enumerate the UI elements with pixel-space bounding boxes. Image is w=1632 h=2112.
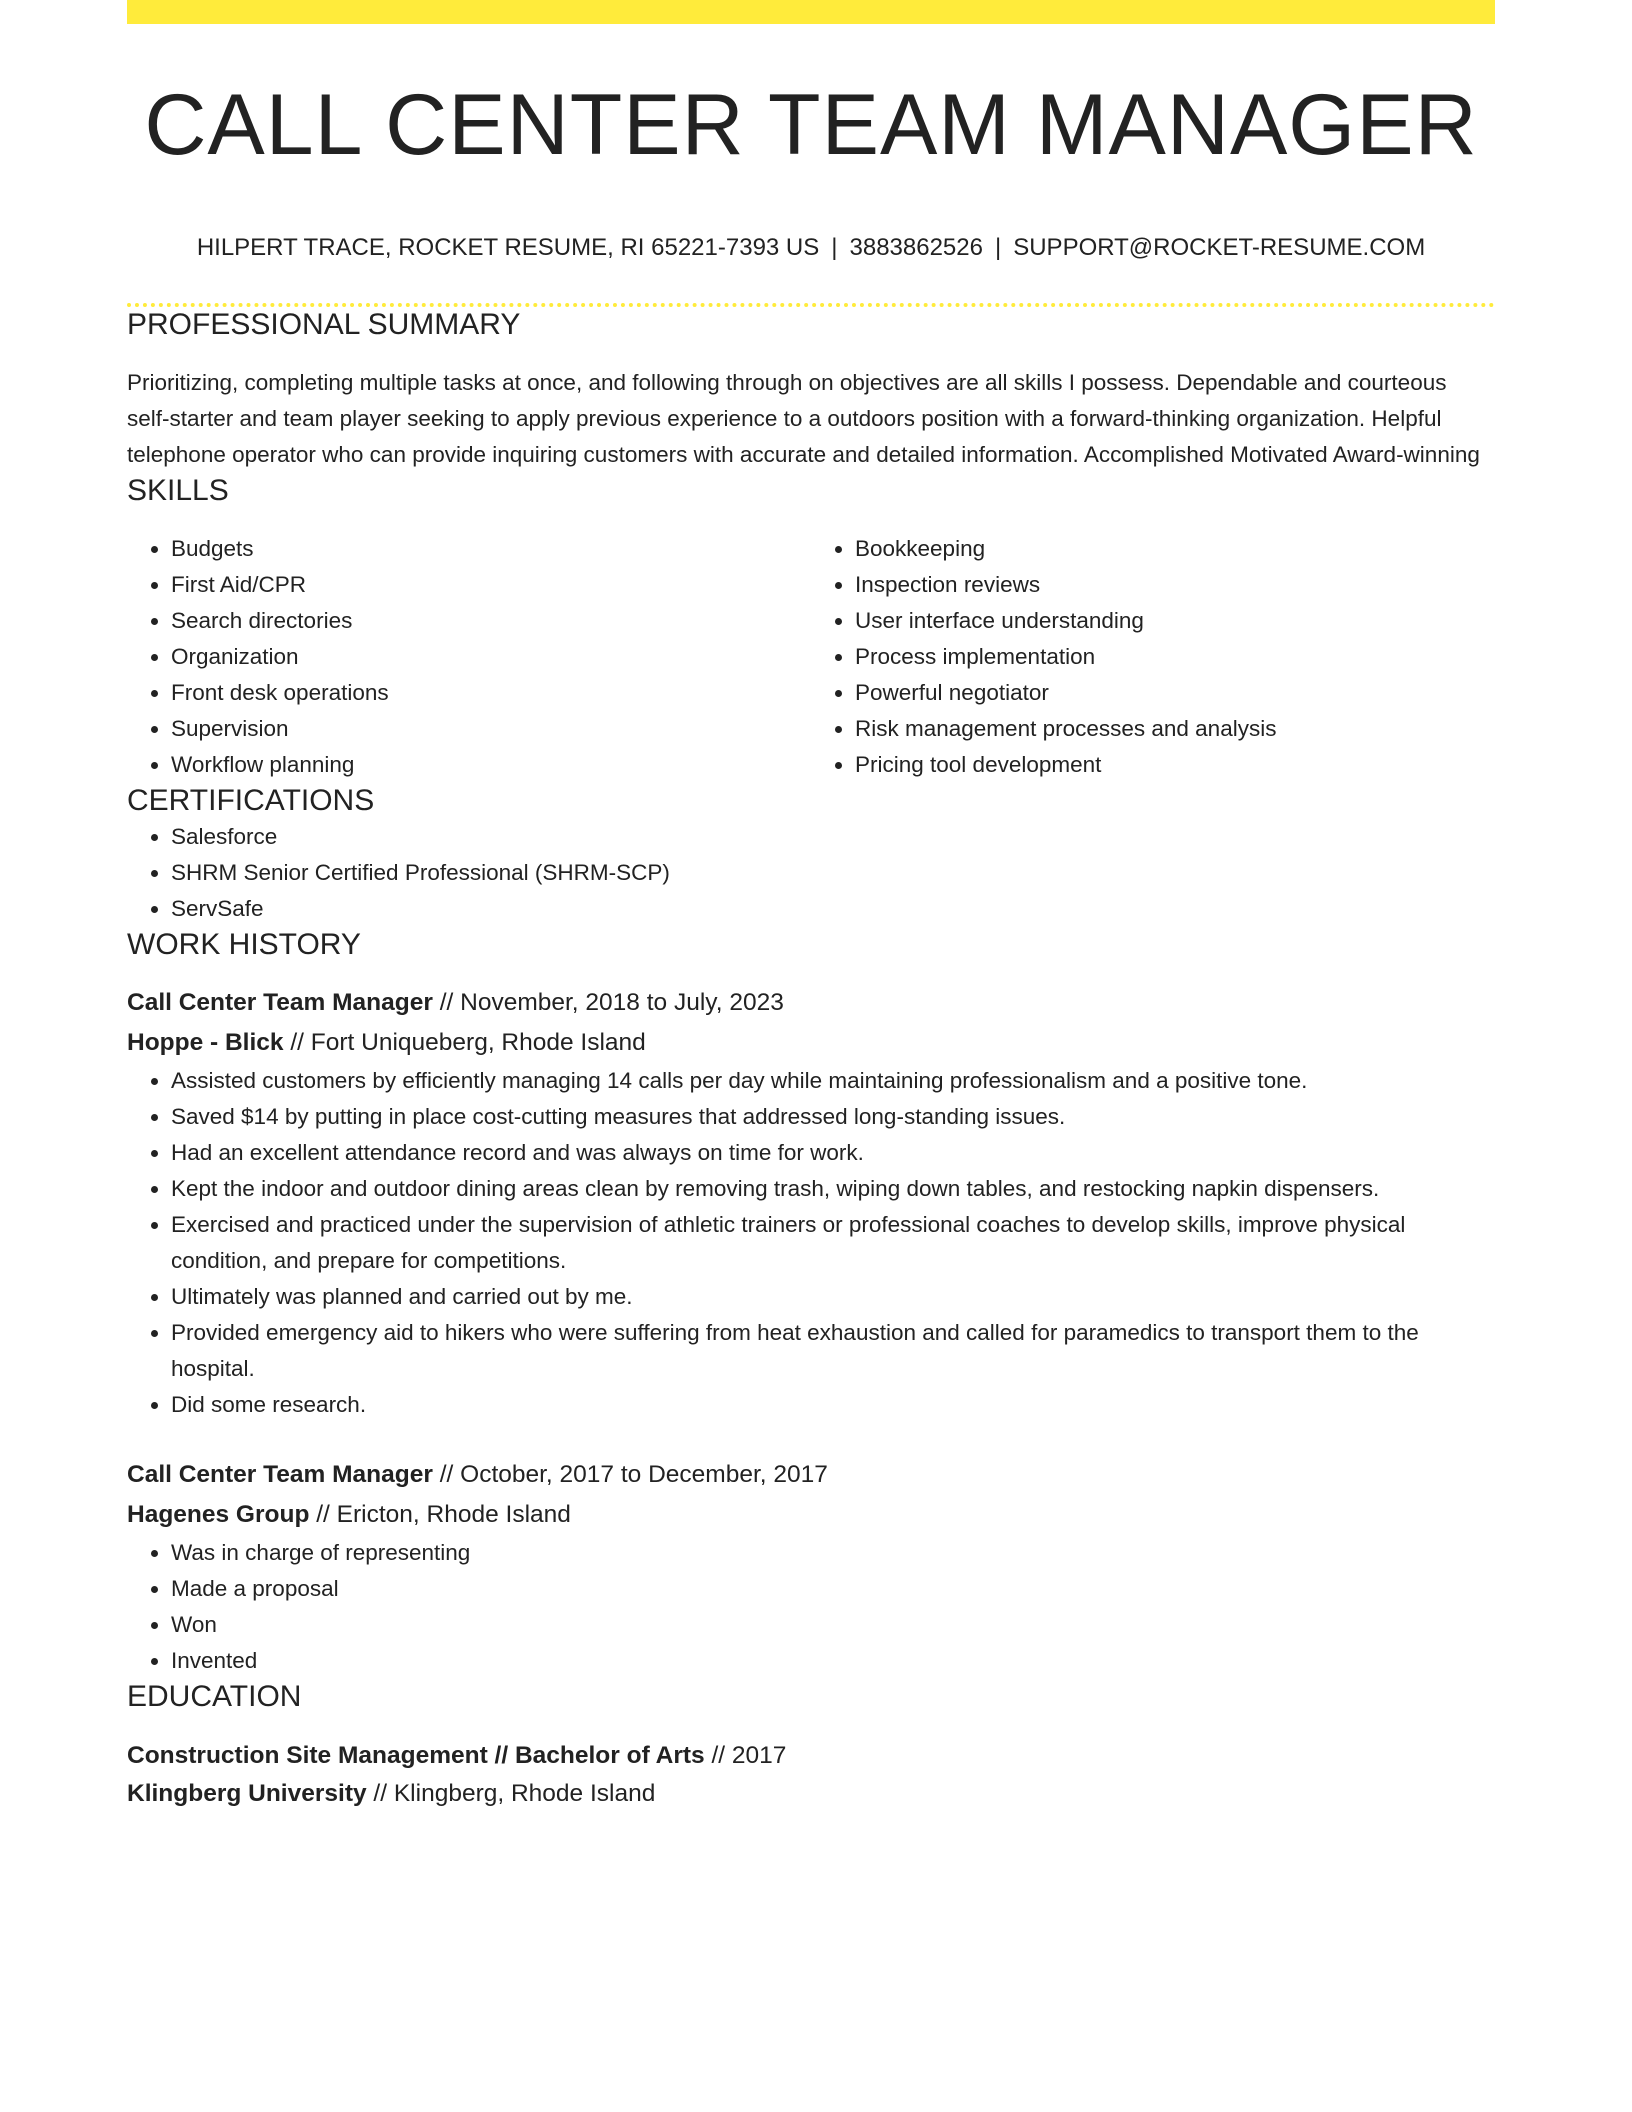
skills-columns [127,531,1495,783]
skill-item: • Front desk operations [171,675,811,711]
job-duties-list [127,1535,1495,1679]
certification-item: • SHRM Senior Certified Professional (SHRM-SCP) [171,855,1495,891]
job-duty-item: • Ultimately was planned and carried out by me. [171,1279,1495,1315]
job-dates: // October, 2017 to December, 2017 [432,1460,828,1488]
skill-item: • Organization [171,639,811,675]
skill-item: • Bookkeeping [855,531,1495,567]
resume-page [127,0,1495,1813]
education-year: // 2017 [704,1741,787,1769]
job-duties-list [127,1063,1495,1423]
certification-item: • ServSafe [171,891,1495,927]
job-dates: // November, 2018 to July, 2023 [432,988,784,1016]
skill-item: • Search directories [171,603,811,639]
top-accent-bar [127,0,1495,24]
contact-phone: 3883862526 [849,234,983,261]
skill-item: • Pricing tool development [855,747,1495,783]
contact-separator: | [994,234,1002,261]
job-duty-item: • Exercised and practiced under the supervision of athletic trainers or professional coaches to develop skills, improve physical condition, and prepare for competitions. [171,1207,1495,1279]
education-heading: EDUCATION [127,1679,302,1713]
certifications-list [127,819,1495,927]
skill-item: • Workflow planning [171,747,811,783]
job-duty-item: • Did some research. [171,1387,1495,1423]
education-location: // Klingberg, Rhode Island [366,1779,656,1807]
skill-item: • First Aid/CPR [171,567,811,603]
job-location: // Fort Uniqueberg, Rhode Island [283,1028,646,1056]
job-title-line [127,983,1495,1023]
job-company-line [127,1023,1495,1063]
skills-heading: SKILLS [127,473,229,507]
skills-list-right [811,531,1495,783]
job-duty-item: • Invented [171,1643,1495,1679]
job-company-line [127,1495,1495,1535]
contact-line [127,234,1495,263]
job-duty-item: • Kept the indoor and outdoor dining areas clean by removing trash, wiping down tables, and restocking napkin dispensers. [171,1171,1495,1207]
summary-heading: PROFESSIONAL SUMMARY [127,307,521,341]
skill-item: • Inspection reviews [855,567,1495,603]
education-school: Klingberg University [127,1779,367,1807]
contact-email: SUPPORT@ROCKET-RESUME.COM [1013,234,1426,261]
skills-column-left [127,531,811,783]
education-school-line [127,1775,1495,1813]
job-duty-item: • Assisted customers by efficiently managing 14 calls per day while maintaining professionalism and a positive tone. [171,1063,1495,1099]
skills-column-right [811,531,1495,783]
certifications-heading: CERTIFICATIONS [127,783,375,817]
skill-item: • Supervision [171,711,811,747]
job-company: Hoppe - Blick [127,1028,284,1056]
job-duty-item: • Was in charge of representing [171,1535,1495,1571]
skill-item: • User interface understanding [855,603,1495,639]
skills-list-left [127,531,811,783]
skill-item: • Process implementation [855,639,1495,675]
job-title-line [127,1455,1495,1495]
skill-item: • Powerful negotiator [855,675,1495,711]
job-duty-item: • Made a proposal [171,1571,1495,1607]
contact-address: HILPERT TRACE, ROCKET RESUME, RI 65221-7393 US [196,234,820,261]
job-role: Call Center Team Manager [127,988,433,1016]
job-company: Hagenes Group [127,1500,310,1528]
education-entry [127,1737,1495,1813]
certification-item: • Salesforce [171,819,1495,855]
job-role: Call Center Team Manager [127,1460,433,1488]
education-degree-line [127,1737,1495,1775]
skill-item: • Budgets [171,531,811,567]
job-duty-item: • Had an excellent attendance record and was always on time for work. [171,1135,1495,1171]
summary-text: Prioritizing, completing multiple tasks at once, and following through on objectives are all skills I possess. Dependable and courteous self-starter and team player seeking to apply previous experience to a outdoors position with a forward-thinking organization. Helpful telephone operator who can provide inquiring customers with accurate and detailed information. Accomplished Motivated Award-winning [127,369,1480,467]
work-history-heading: WORK HISTORY [127,927,361,961]
education-degree: Construction Site Management // Bachelor of Arts [127,1741,705,1769]
resume-title: CALL CENTER TEAM MANAGER [144,77,1478,173]
job-location: // Ericton, Rhode Island [309,1500,571,1528]
skill-item: • Risk management processes and analysis [855,711,1495,747]
job-duty-item: • Saved $14 by putting in place cost-cutting measures that addressed long-standing issues. [171,1099,1495,1135]
contact-separator: | [831,234,838,261]
job-duty-item: • Provided emergency aid to hikers who were suffering from heat exhaustion and called for paramedics to transport them to the hospital. [171,1315,1495,1387]
job-duty-item: • Won [171,1607,1495,1643]
